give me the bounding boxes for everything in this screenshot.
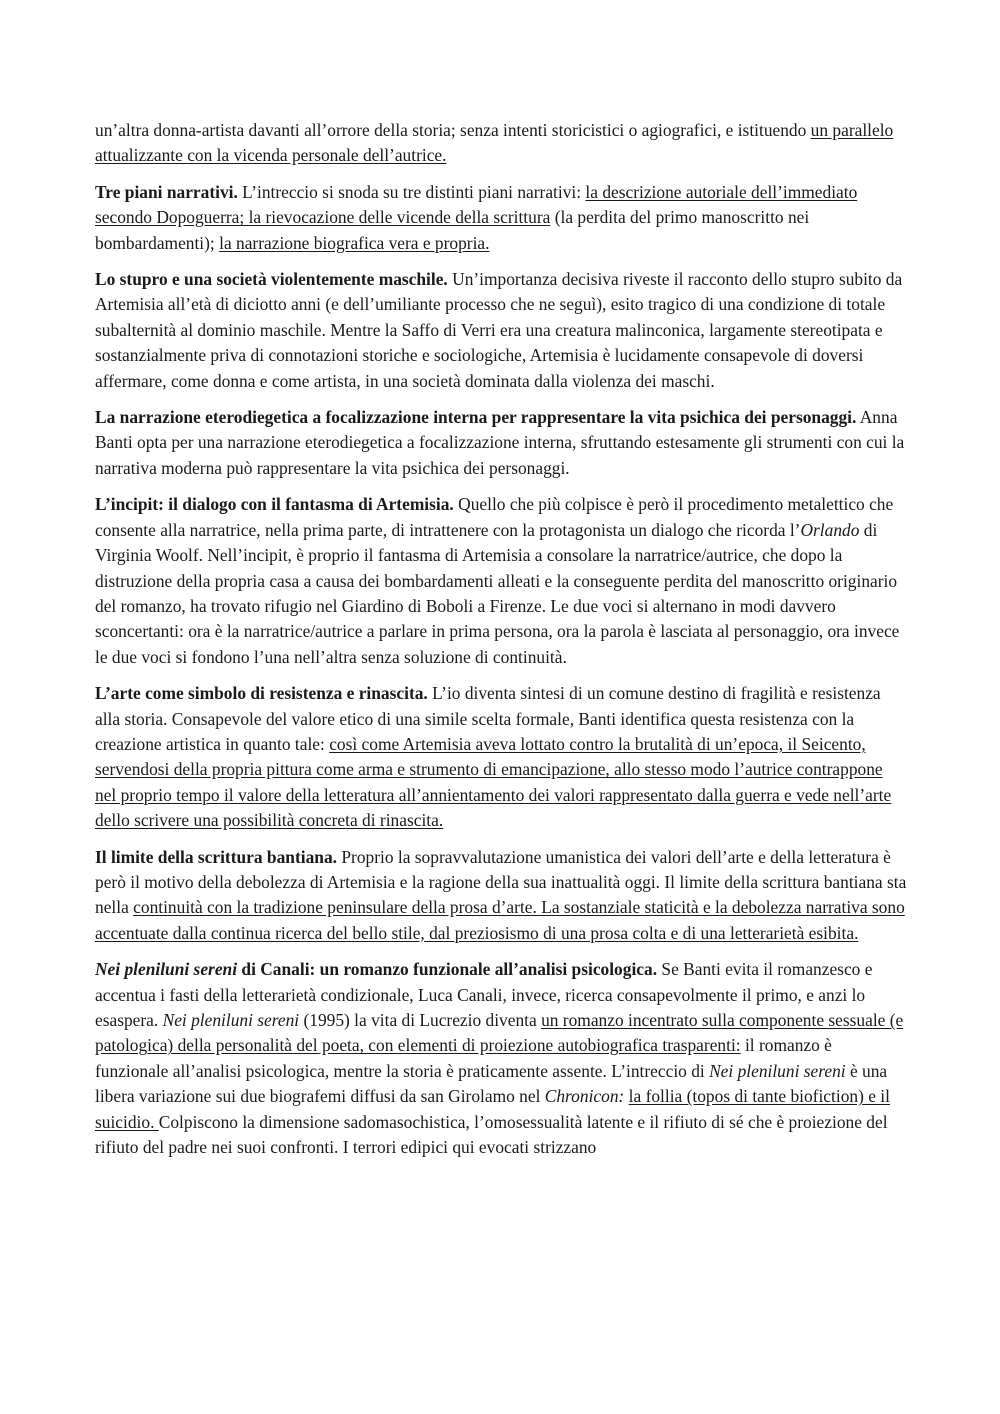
paragraph: [95, 681, 907, 833]
paragraph-text: L’io diventa sintesi di un comune destino di fragilità e resistenza alla storia. Consapevole del valore etico di una simile scelta formale, Banti identifica questa resistenza con la creazione artistica in quanto tale:: [95, 683, 881, 754]
paragraph-heading: Tre piani narrativi.: [95, 181, 238, 202]
paragraph-text: di Virginia Woolf. Nell’incipit, è proprio il fantasma di Artemisia a consolare la narratrice/autrice, che dopo la distruzione della propria casa a causa dei bombardamenti alleati e la conseguente perdita del manoscritto originario del romanzo, ha trovato rifugio nel Giardino di Boboli a Firenze. Le due voci si alternano in modi davvero sconcertanti: ora è la narratrice/autrice a parlare in prima persona, ora la parola è lasciata al personaggio, ora invece le due voci si fondono l’una nell’altra senza soluzione di continuità.: [95, 519, 900, 667]
underlined-text: così come Artemisia aveva lottato contro la brutalità di un’epoca, il Seicento, servendosi della propria pittura come arma e strumento di emancipazione, allo stesso modo l’autrice contrappone nel proprio tempo il valore della letteratura all’annientamento dei valori rappresentato dalla guerra e vede nell’arte dello scrivere una possibilità concreta di rinascita.: [95, 733, 892, 831]
paragraph-text: è una libera variazione sui due biografemi diffusi da san Girolamo nel: [95, 1060, 888, 1107]
paragraph: [95, 180, 907, 256]
paragraph-heading: L’arte come simbolo di resistenza e rinascita.: [95, 683, 428, 704]
underlined-text: la follia (topos di tante biofiction) e il suicidio.: [95, 1086, 890, 1132]
paragraph-heading: Lo stupro e una società violentemente maschile.: [95, 269, 448, 290]
paragraph-text: (la perdita del primo manoscritto nei bombardamenti);: [95, 207, 810, 253]
paragraph-heading: Il limite della scrittura bantiana.: [95, 846, 338, 867]
paragraph-heading: Nei pleniluni sereni: [95, 959, 238, 980]
paragraph-text: (1995) la vita di Lucrezio diventa: [299, 1010, 542, 1030]
paragraph-text: Anna Banti opta per una narrazione eterodiegetica a focalizzazione interna, sfruttando estesamente gli strumenti con cui la narrativa moderna può rappresentare la vita psichica dei personaggi.: [95, 407, 905, 478]
paragraph-text: il romanzo è funzionale all’analisi psicologica, mentre la storia è praticamente assente. L’intreccio di: [95, 1035, 832, 1081]
paragraph: [95, 267, 907, 394]
paragraph-heading: di Canali: un romanzo funzionale all’analisi psicologica.: [237, 959, 658, 980]
underlined-text: la descrizione autoriale dell’immediato secondo Dopoguerra; la rievocazione delle vicende della scrittura: [95, 181, 858, 228]
paragraph: [95, 492, 907, 670]
underlined-text: un parallelo attualizzante con la vicenda personale dell’autrice.: [95, 120, 894, 166]
underlined-text: un romanzo incentrato sulla componente sessuale (e patologica) della personalità del poeta, con elementi di proiezione autobiografica trasparenti:: [95, 1010, 904, 1056]
paragraph-text: Un’importanza decisiva riveste il racconto dello stupro subito da Artemisia all’età di diciotto anni (e dell’umiliante processo che ne seguì), esito tragico di una condizione di totale subalternità al dominio maschile. Mentre la Saffo di Verri era una creatura malinconica, largamente stereotipata e sostanzialmente priva di connotazioni storiche e sociologiche, Artemisia è lucidamente consapevole di doversi affermare, come donna e come artista, in una società dominata dalla violenza dei maschi.: [95, 269, 903, 391]
document-page: [95, 118, 907, 1171]
paragraph-heading: L’incipit: il dialogo con il fantasma di Artemisia.: [95, 494, 454, 515]
italic-title: Orlando: [800, 519, 860, 540]
underlined-text: continuità con la tradizione peninsulare della prosa d’arte. La sostanziale staticità e la debolezza narrativa sono accentuate dalla continua ricerca del bello stile, dal preziosismo di una prosa colta e di una letterarietà esibita.: [95, 897, 905, 943]
paragraph-text: Quello che più colpisce è però il procedimento metalettico che consente alla narratrice, nella prima parte, di intrattenere con la protagonista un dialogo che ricorda l’: [95, 494, 894, 540]
italic-title: Nei pleniluni sereni: [162, 1010, 300, 1030]
paragraph: [95, 405, 907, 481]
italic-title: Nei pleniluni sereni: [709, 1060, 846, 1081]
paragraph-heading: La narrazione eterodiegetica a focalizzazione interna per rappresentare la vita psichica dei personaggi.: [95, 407, 857, 428]
paragraph-text: un’altra donna-artista davanti all’orrore della storia; senza intenti storicistici o agiografici, e istituendo: [95, 120, 811, 140]
paragraph-text: Colpiscono la dimensione sadomasochistica, l’omosessualità latente e il rifiuto di sé che è proiezione del rifiuto del padre nei suoi confronti. I terrori edipici qui evocati strizzano: [95, 1111, 888, 1158]
paragraph-text: Proprio la sopravvalutazione umanistica dei valori dell’arte e della letteratura è però il motivo della debolezza di Artemisia e la ragione della sua inattualità oggi. Il limite della scrittura bantiana sta nella: [95, 846, 907, 918]
paragraph: [95, 118, 907, 169]
paragraph: [95, 845, 907, 947]
paragraph: [95, 957, 907, 1160]
paragraph-text: Se Banti evita il romanzesco e accentua i fasti della letterarietà condizionale, Luca Canali, invece, ricerca consapevolmente il primo, e anzi lo esaspera.: [95, 959, 873, 1030]
paragraph-text: L’intreccio si snoda su tre distinti piani narrativi:: [237, 181, 586, 202]
underlined-text: la narrazione biografica vera e propria.: [219, 232, 490, 253]
italic-title: Chronicon:: [544, 1086, 625, 1107]
